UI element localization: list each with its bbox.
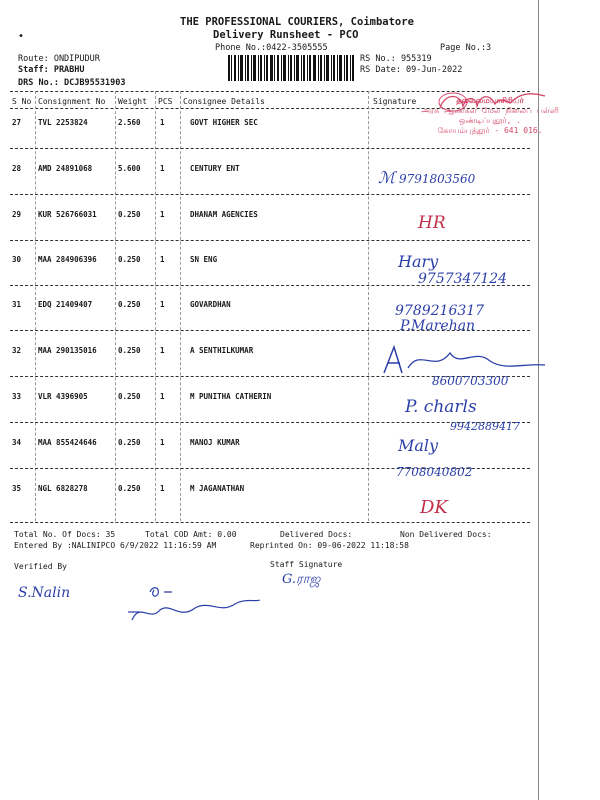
signature-32-phone: 8600703300: [432, 374, 509, 388]
signature-30-phone: 9757347124: [418, 271, 508, 287]
col-pcs: PCS: [158, 97, 173, 106]
row-consignment: TVL 2253824: [38, 118, 88, 127]
row-consignee: GOVARDHAN: [190, 300, 231, 309]
row-consignment: KUR 526766031: [38, 210, 97, 219]
barcode: [228, 55, 354, 81]
staff-signature-label: Staff Signature: [270, 560, 343, 569]
delivered-docs: Delivered Docs:: [280, 530, 353, 539]
row-sno: 29: [12, 210, 22, 219]
row-consignee: DHANAM AGENCIES: [190, 210, 258, 219]
row-sno: 35: [12, 484, 22, 493]
row-weight: 0.250: [118, 438, 141, 447]
row-consignee: CENTURY ENT: [190, 164, 240, 173]
footer-divider: [10, 522, 530, 523]
signature-27: [435, 88, 555, 118]
row-consignment: VLR 4396905: [38, 392, 88, 401]
row-sno: 31: [12, 300, 22, 309]
reprinted-on: Reprinted On: 09-06-2022 11:18:58: [250, 541, 409, 550]
col-separator: [155, 91, 156, 521]
signature-30-mark: Hary: [398, 252, 439, 271]
total-docs: Total No. Of Docs: 35: [14, 530, 116, 539]
row-consignee: M PUNITHA CATHERIN: [190, 392, 272, 401]
col-separator: [368, 91, 369, 521]
col-sno: S No: [12, 97, 32, 106]
row-weight: 0.250: [118, 346, 141, 355]
school-stamp: தலைமையாசிரியர் அரசு ஆண்கள் மேல் நிலைப் பள்ளி ஒண்டிப்புதூர், . கோயம்புத்தூர் - 641 016.: [421, 96, 559, 135]
row-pcs: 1: [160, 300, 165, 309]
row-consignee: MANOJ KUMAR: [190, 438, 240, 447]
row-weight: 0.250: [118, 300, 141, 309]
signature-34-phone: 7708040802: [396, 465, 473, 479]
row-consignee: SN ENG: [190, 255, 218, 264]
row-consignment: EDQ 21409407: [38, 300, 93, 309]
col-signature: Signature: [373, 97, 417, 106]
row-pcs: 1: [160, 484, 165, 493]
row-pcs: 1: [160, 346, 165, 355]
row-divider: [10, 240, 530, 241]
company-name: THE PROFESSIONAL COURIERS, Coimbatore: [180, 16, 414, 28]
entered-by: Entered By :NALINIPCO 6/9/2022 11:16:59 AM: [14, 541, 217, 550]
staff: Staff: PRABHU: [18, 65, 85, 75]
row-weight: 0.250: [118, 392, 141, 401]
col-separator: [35, 91, 36, 521]
row-consignment: MAA 855424646: [38, 438, 97, 447]
rs-date: RS Date: 09-Jun-2022: [360, 65, 463, 75]
col-weight: Weight: [118, 97, 147, 106]
row-sno: 30: [12, 255, 22, 264]
row-divider: [10, 148, 530, 149]
signature-31-phone: 9789216317: [395, 303, 485, 319]
staff-initial-signature: [120, 582, 270, 627]
row-pcs: 1: [160, 392, 165, 401]
row-weight: 2.560: [118, 118, 141, 127]
non-delivered-docs: Non Delivered Docs:: [400, 530, 492, 539]
row-consignee: A SENTHILKUMAR: [190, 346, 254, 355]
col-consignment: Consignment No: [38, 97, 106, 106]
signature-28: ℳ 9791803560: [378, 168, 476, 187]
staff-signature: G.ராஜ: [282, 572, 321, 587]
row-divider: [10, 194, 530, 195]
col-separator: [180, 91, 181, 521]
row-weight: 0.250: [118, 484, 141, 493]
row-consignee: M JAGANATHAN: [190, 484, 245, 493]
verified-by-label: Verified By: [14, 562, 67, 571]
row-weight: 5.600: [118, 164, 141, 173]
row-sno: 27: [12, 118, 22, 127]
total-cod: Total COD Amt: 0.00: [145, 530, 237, 539]
row-sno: 33: [12, 392, 22, 401]
row-sno: 32: [12, 346, 22, 355]
row-weight: 0.250: [118, 210, 141, 219]
row-consignee: GOVT HIGHER SEC: [190, 118, 258, 127]
row-pcs: 1: [160, 210, 165, 219]
dot-mark: •: [18, 31, 25, 42]
row-consignment: AMD 24891068: [38, 164, 93, 173]
row-pcs: 1: [160, 438, 165, 447]
document-title: Delivery Runsheet - PCO: [213, 29, 359, 41]
signature-29: HR: [418, 213, 446, 233]
verified-signature: S.Nalin: [18, 585, 71, 601]
rs-number: RS No.: 955319: [360, 54, 432, 64]
row-pcs: 1: [160, 255, 165, 264]
row-consignment: MAA 284906396: [38, 255, 97, 264]
signature-32: [380, 343, 550, 378]
row-pcs: 1: [160, 164, 165, 173]
row-weight: 0.250: [118, 255, 141, 264]
row-consignment: NGL 6828278: [38, 484, 88, 493]
col-separator: [115, 91, 116, 521]
row-consignment: MAA 290135016: [38, 346, 97, 355]
page-number: Page No.:3: [440, 43, 492, 53]
row-sno: 28: [12, 164, 22, 173]
phone-number: Phone No.:0422-3505555: [215, 43, 328, 53]
signature-34-mark: Maly: [398, 436, 439, 455]
row-sno: 34: [12, 438, 22, 447]
row-pcs: 1: [160, 118, 165, 127]
col-consignee: Consignee Details: [183, 97, 265, 106]
signature-31-name: P.Marehan: [400, 318, 476, 334]
route: Route: ONDIPUDUR: [18, 54, 100, 64]
signature-35: DK: [420, 497, 448, 518]
signature-33-phone: 9942889417: [450, 420, 520, 433]
signature-33-mark: P. charls: [405, 397, 477, 417]
drs-number: DRS No.: DCJB95531903: [18, 78, 126, 88]
